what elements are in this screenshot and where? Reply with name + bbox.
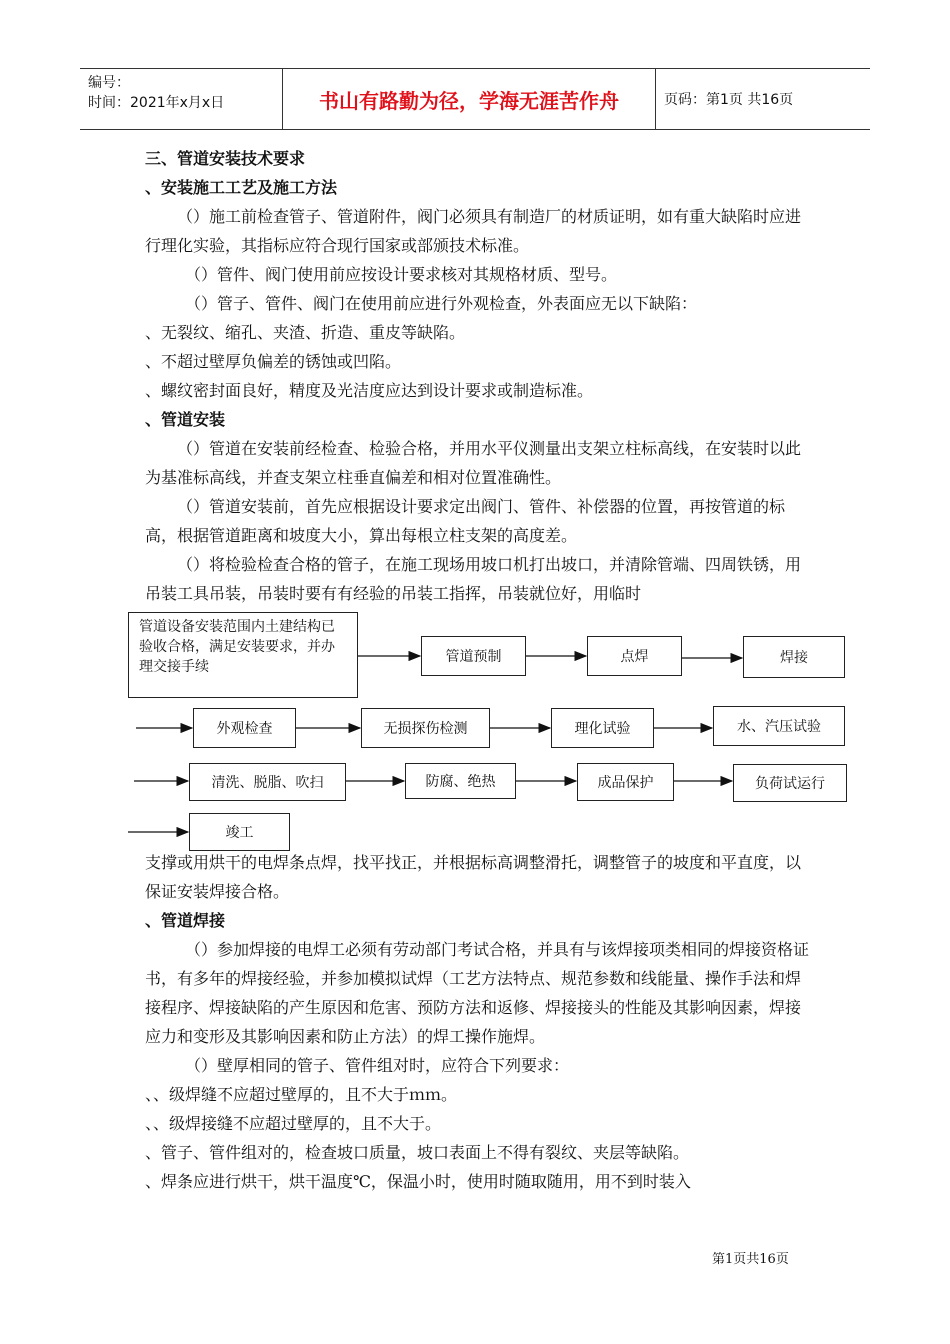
paragraph: （）壁厚相同的管子、管件组对时，应符合下列要求： — [185, 1056, 570, 1075]
body-bottom — [145, 848, 810, 1196]
flow-step-box: 点焊 — [587, 636, 682, 676]
flow-step-box: 无损探伤检测 — [361, 708, 490, 748]
list-item: 、焊条应进行烘干，烘干温度℃，保温小时，使用时随取随用，用不到时装入 — [145, 1172, 691, 1191]
flow-step-box: 防腐、绝热 — [405, 763, 516, 799]
paragraph: 支撑或用烘干的电焊条点焊，找平找正，并根据标高调整滑托，调整管子的坡度和平直度，以保证安装焊接合格。 — [145, 853, 802, 901]
page-footer: 第1页共16页 — [712, 1252, 789, 1267]
subsection-title: 、管道安装 — [145, 410, 226, 429]
flow-step-box: 焊接 — [743, 636, 845, 678]
serial-label: 编号： — [88, 75, 130, 91]
list-item: 、、级焊接缝不应超过壁厚的，且不大于。 — [145, 1114, 442, 1133]
paragraph: （）管道安装前，首先应根据设计要求定出阀门、管件、补偿器的位置，再按管道的标高，根据管道距离和坡度大小，算出每根立柱支架的高度差。 — [145, 497, 786, 545]
flow-step-box: 水、汽压试验 — [713, 706, 845, 746]
section-title: 三、管道安装技术要求 — [145, 149, 306, 168]
flow-step-box: 管道预制 — [421, 636, 526, 676]
list-item: 、管子、管件组对的，检查坡口质量，坡口表面上不得有裂纹、夹层等缺陷。 — [145, 1143, 690, 1162]
flow-step-box: 成品保护 — [577, 763, 674, 801]
subsection-title: 、安装施工工艺及施工方法 — [145, 178, 338, 197]
flow-step-box: 外观检查 — [193, 708, 296, 748]
flow-step-box: 清洗、脱脂、吹扫 — [189, 763, 346, 801]
flow-step-box: 负荷试运行 — [733, 764, 847, 802]
motto: 书山有路勤为径，学海无涯苦作舟 — [282, 69, 656, 129]
flow-end-box: 竣工 — [189, 813, 290, 851]
page-info: 页码：第1页 共16页 — [664, 92, 794, 108]
paragraph: （）施工前检查管子、管道附件，阀门必须具有制造厂的材质证明，如有重大缺陷时应进行理化实验，其指标应符合现行国家或部颁技术标准。 — [145, 207, 802, 255]
flow-start-box: 管道设备安装范围内土建结构已验收合格，满足安装要求，并办理交接手续 — [128, 612, 358, 698]
paragraph: （）管道在安装前经检查、检验合格，并用水平仪测量出支架立柱标高线，在安装时以此为基准标高线，并查支架立柱垂直偏差和相对位置准确性。 — [145, 439, 802, 487]
list-item: 、无裂纹、缩孔、夹渣、折造、重皮等缺陷。 — [145, 323, 466, 342]
paragraph: （）将检验检查合格的管子，在施工现场用坡口机打出坡口，并清除管端、四周铁锈，用吊装工具吊装，吊装时要有有经验的吊装工指挥，吊装就位好，用临时 — [145, 555, 802, 603]
list-item: 、螺纹密封面良好，精度及光洁度应达到设计要求或制造标准。 — [145, 381, 594, 400]
flow-step-box: 理化试验 — [551, 708, 654, 748]
subsection-title: 、管道焊接 — [145, 911, 226, 930]
paragraph: （）管子、管件、阀门在使用前应进行外观检查，外表面应无以下缺陷： — [185, 294, 698, 313]
list-item: 、不超过壁厚负偏差的锈蚀或凹陷。 — [145, 352, 402, 371]
list-item: 、、级焊缝不应超过壁厚的，且不大于ｍｍ。 — [145, 1085, 458, 1104]
time-label: 时间：2021年x月x日 — [88, 95, 225, 111]
paragraph: （）管件、阀门使用前应按设计要求核对其规格材质、型号。 — [185, 265, 618, 284]
paragraph: （）参加焊接的电焊工必须有劳动部门考试合格，并具有与该焊接项类相同的焊接资格证书，有多年的焊接经验，并参加模拟试焊（工艺方法特点、规范参数和线能量、操作手法和焊接程序、焊接缺陷的产生原因和危害、预防方法和返修、焊接接头的性能及其影响因素，焊接应力和变形及其影响因素和防止方法）的焊工操作施焊。 — [145, 940, 810, 1046]
